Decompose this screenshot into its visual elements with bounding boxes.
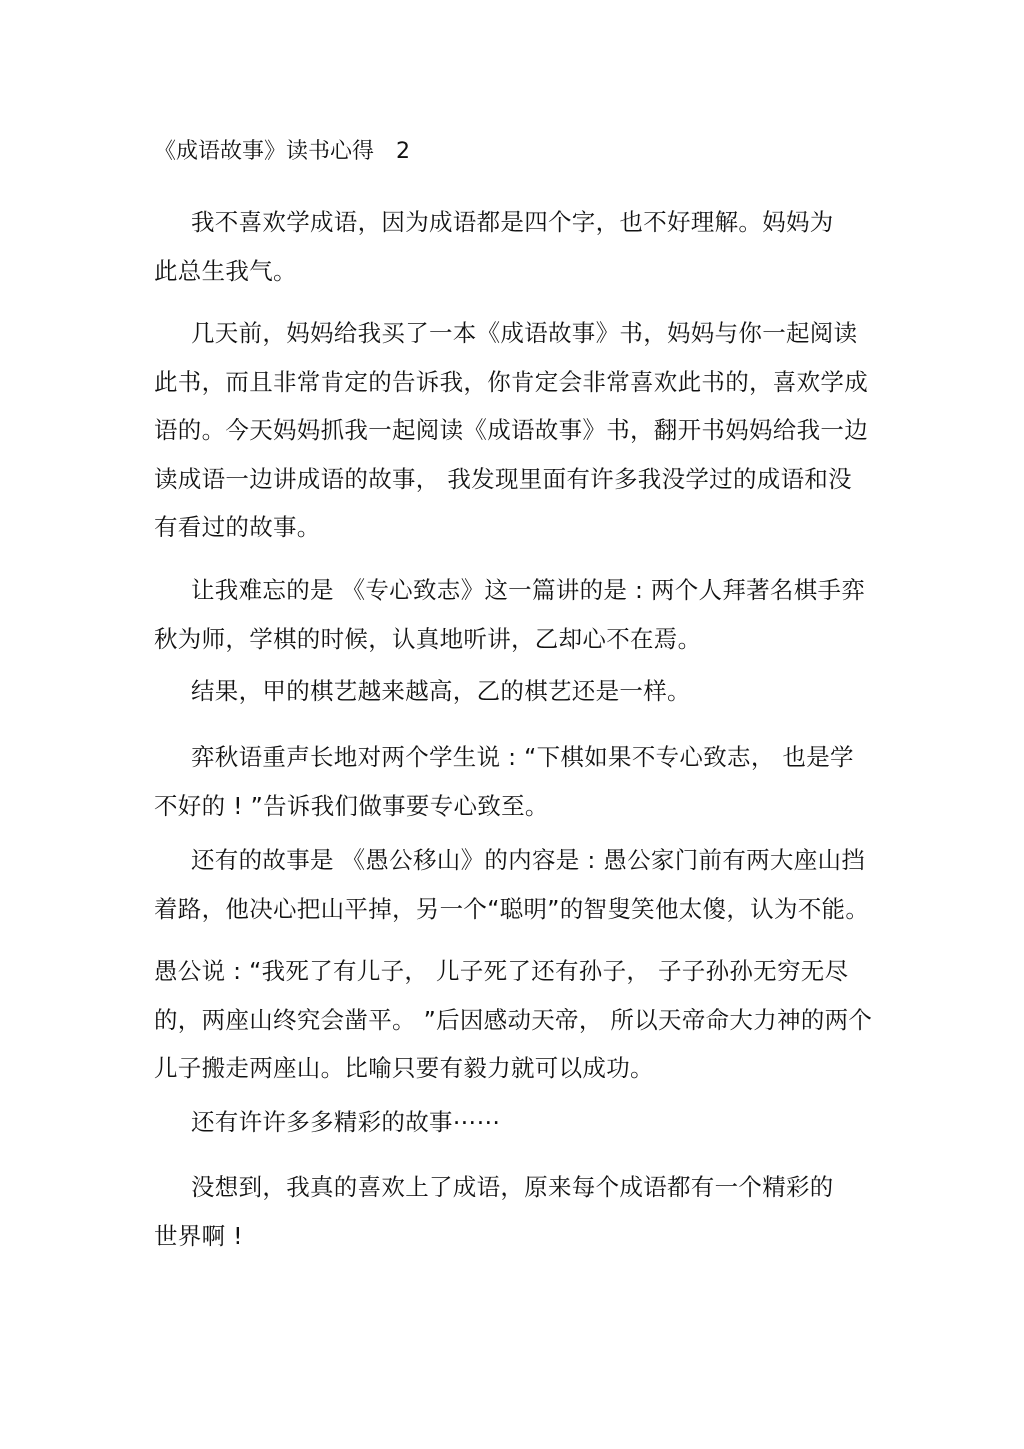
paragraph-4: 结果，甲的棋艺越来越高，乙的棋艺还是一样。 bbox=[191, 677, 691, 705]
paragraph-3: 让我难忘的是 《专心致志》这一篇讲的是 : 两个人拜著名棋手弈秋为师，学棋的时候，认真地听讲，乙却心不在焉。 bbox=[154, 576, 866, 653]
paragraph-8: 还有许许多多精彩的故事⋯⋯ bbox=[191, 1108, 501, 1136]
paragraph-1: 我不喜欢学成语，因为成语都是四个字，也不好理解。妈妈为此总生我气。 bbox=[154, 208, 834, 285]
paragraph-6: 还有的故事是 《愚公移山》的内容是 : 愚公家门前有两大座山挡着路，他决心把山平掉，另一个“聪明”的智叟笑他太傻，认为不能。 bbox=[154, 846, 870, 923]
paragraph-2: 几天前，妈妈给我买了一本《成语故事》书，妈妈与你一起阅读此书，而且非常肯定的告诉我，你肯定会非常喜欢此书的，喜欢学成语的。今天妈妈抓我一起阅读《成语故事》书，翻开书妈妈给我一边读成语一边讲成语的故事， 我发现里面有许多我没学过的成语和没有看过的故事。 bbox=[154, 319, 868, 541]
paragraph-5: 弈秋语重声长地对两个学生说 : “下棋如果不专心致志， 也是学不好的 ! ”告诉我们做事要专心致至。 bbox=[154, 743, 854, 820]
paragraph-7: 愚公说 : “我死了有儿子， 儿子死了还有孙子， 子子孙孙无穷无尽的，两座山终究会凿平。 ”后因感动天帝， 所以天帝命大力神的两个儿子搬走两座山。比喻只要有毅力就可以成功。 bbox=[154, 957, 873, 1082]
document-title: 《成语故事》读书心得 2 bbox=[154, 139, 410, 164]
paragraph-9: 没想到，我真的喜欢上了成语，原来每个成语都有一个精彩的世界啊 ! bbox=[154, 1173, 834, 1250]
